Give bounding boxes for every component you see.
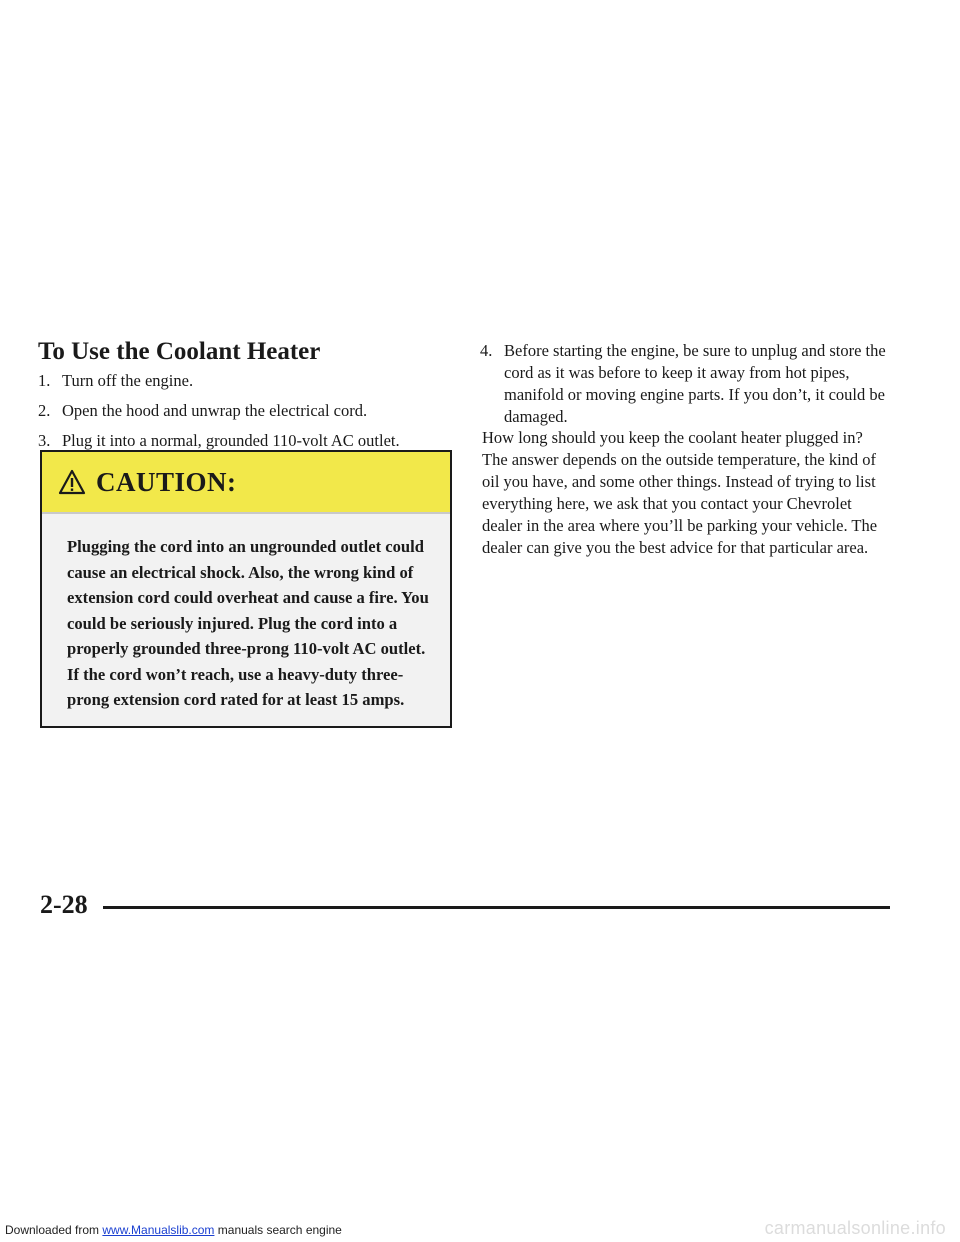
step-text: Plug it into a normal, grounded 110-volt AC outlet. [62,431,400,450]
step-item-1 [38,370,458,392]
steps-list [38,370,458,460]
step-number: 1. [38,371,51,390]
page-number: 2-28 [40,890,88,919]
warning-triangle-icon [58,469,86,495]
step-number: 2. [38,401,51,420]
caution-text: Plugging the cord into an ungrounded outlet could cause an electrical shock. Also, the wrong kind of extension cord could overheat and cause a fire. You could be seriously injured. Plug the cord into a properly grounded three-prong 110-volt AC outlet. If the cord won’t reach, use a heavy-duty three-prong extension cord rated for at least 15 amps. [67,537,429,709]
caution-header [42,452,450,514]
download-prefix: Downloaded from [5,1223,103,1237]
download-suffix: manuals search engine [214,1223,342,1237]
footer-rule [103,906,890,909]
steps-list-continued [480,340,900,436]
watermark: carmanualsonline.info [764,1218,946,1238]
manualslib-link[interactable]: www.Manualslib.com [102,1223,215,1237]
step-number: 4. [480,341,493,360]
step-item-3 [38,430,458,452]
step-text: Turn off the engine. [62,371,194,390]
step-item-2 [38,400,458,422]
step-text: Before starting the engine, be sure to unplug and store the cord as it was before to keep it away from hot pipes, manifold or moving engine parts. If you don’t, it could be damaged. [504,341,886,426]
step-number: 3. [38,431,51,450]
caution-box [40,450,452,728]
caution-label: CAUTION: [96,466,237,497]
step-text: Open the hood and unwrap the electrical cord. [62,401,368,420]
download-footer [5,1223,342,1237]
body-paragraph: How long should you keep the coolant heater plugged in? The answer depends on the outside temperature, the kind of oil you have, and some other things. Instead of trying to list everything here, we ask that you contact your Chevrolet dealer in the area where you’ll be parking your vehicle. The dealer can give you the best advice for that particular area. [482,428,878,557]
step-item-4 [480,340,900,428]
section-title: To Use the Coolant Heater [38,338,321,365]
